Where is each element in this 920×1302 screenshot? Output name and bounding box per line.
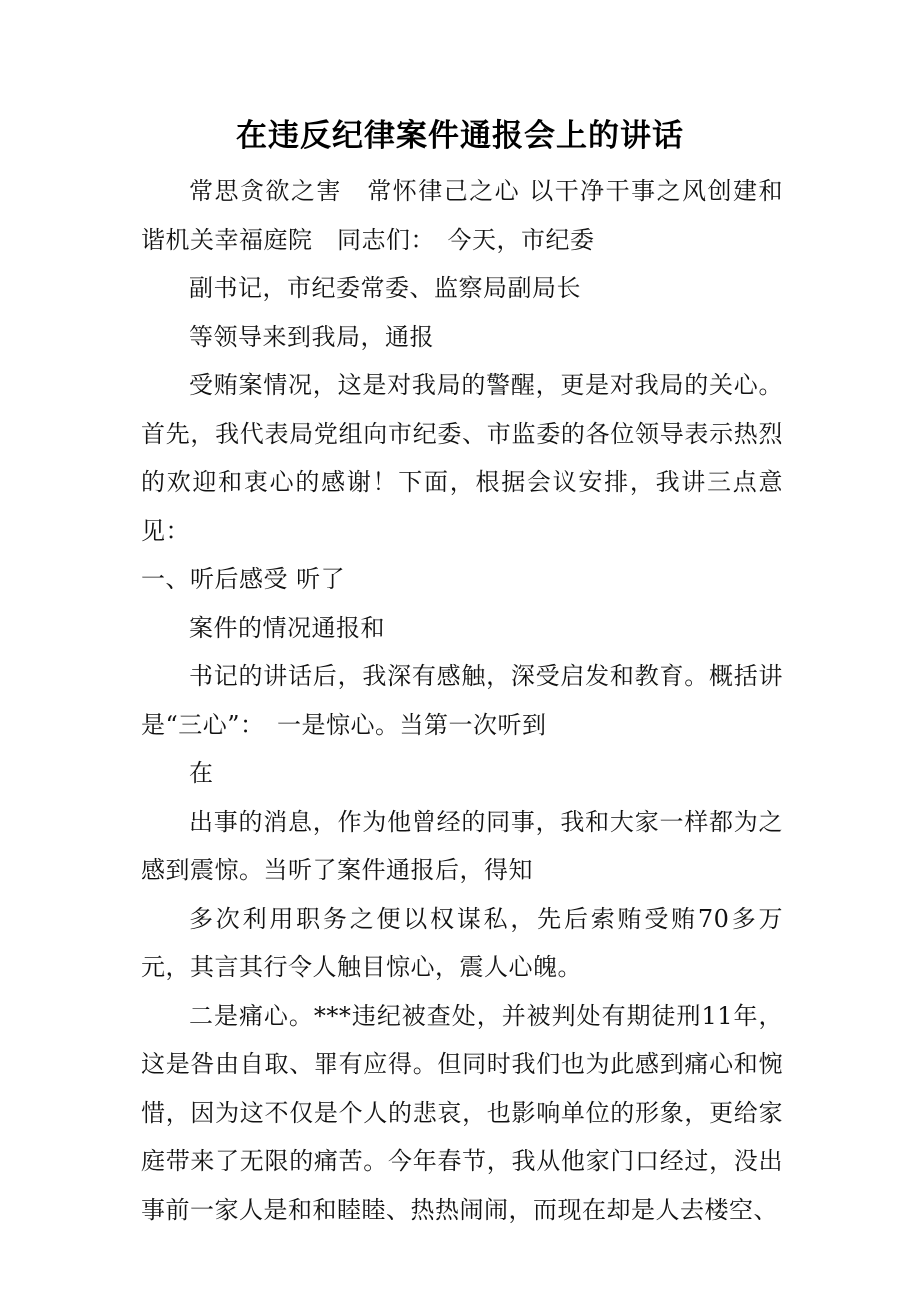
paragraph-shock: 出事的消息，作为他曾经的同事，我和大家一样都为之感到震惊。当听了案件通报后，得知 [141,807,783,884]
paragraph-leaders-arrive: 等领导来到我局，通报 [189,322,434,351]
document-body [141,167,783,1234]
paragraph-three-hearts: 书记的讲话后，我深有感触，深受启发和教育。概括讲是“三心”： 一是惊心。当第一次听到 [141,662,783,739]
paragraph-at: 在 [189,759,214,787]
paragraph-case-report: 案件的情况通报和 [189,613,385,642]
paragraph-heartache: 二是痛心。***违纪被查处，并被判处有期徒刑11年，这是咎由自取、罪有应得。但同时我们也为此感到痛心和惋惜，因为这不仅是个人的悲哀，也影响单位的形象，更给家庭带来了无限的痛苦。今年春节，我从他家门口经过，没出事前一家人是和和睦睦、热热闹闹，而现在却是人去楼空、 [141,1001,783,1224]
paragraph-section-one: 一、听后感受 听了 [141,565,346,593]
paragraph-intro: 常思贪欲之害 常怀律己之心 以干净干事之风创建和谐机关幸福庭院 同志们： 今天，市纪委 [141,177,783,254]
paragraph-bribery-case: 受贿案情况，这是对我局的警醒，更是对我局的关心。首先，我代表局党组向市纪委、市监委的各位领导表示热烈的欢迎和衷心的感谢！下面，根据会议安排，我讲三点意见： [141,371,783,545]
paragraph-bribes: 多次利用职务之便以权谋私，先后索贿受贿70多万元，其言其行令人触目惊心，震人心魄。 [141,904,783,981]
document-title: 在违反纪律案件通报会上的讲话 [236,118,684,154]
paragraph-deputy-secretary: 副书记，市纪委常委、监察局副局长 [189,274,581,302]
